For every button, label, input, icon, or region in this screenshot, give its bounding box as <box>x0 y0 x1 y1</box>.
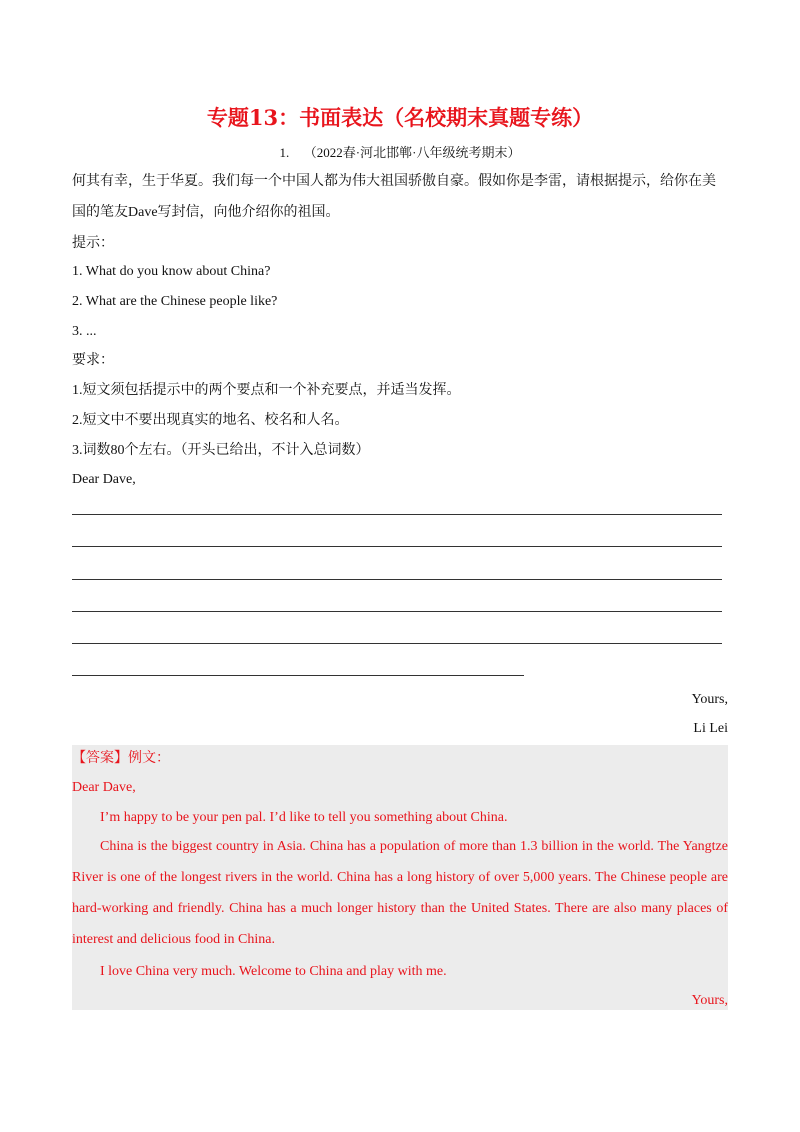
writing-line <box>72 611 722 612</box>
letter-greeting: Dear Dave, <box>72 472 136 487</box>
answer-greeting: Dear Dave, <box>72 780 136 795</box>
answer-paragraph: I’m happy to be your pen pal. I’d like to tell you something about China. <box>100 810 508 825</box>
writing-line <box>72 675 524 676</box>
question-number: 1. <box>279 145 290 160</box>
prompt-line-2: 国的笔友Dave写封信，向他介绍你的祖国。 <box>72 205 340 220</box>
answer-paragraph: I love China very much. Welcome to China and play with me. <box>100 964 447 979</box>
letter-closing: Yours, <box>691 692 728 707</box>
question-source: （2022春·河北邯郸·八年级统考期末） <box>303 145 521 160</box>
writing-line <box>72 579 722 580</box>
writing-line <box>72 546 722 547</box>
answer-paragraph: China is the biggest country in Asia. China has a population of more than 1.3 billion in the world. The Yangtze River is one of the longest rivers in the world. China has a long history of over 5,000 years. The Chinese people are hard-working and friendly. China has a much longer history than the United States. There are also many places of interest and delicious food in China. <box>72 839 728 947</box>
letter-signature: Li Lei <box>693 721 728 736</box>
requirement-item: 3.词数80个左右。（开头已给出，不计入总词数） <box>72 443 370 458</box>
prompt-line-1: 何其有幸，生于华夏。我们每一个中国人都为伟大祖国骄傲自豪。假如你是李雷，请根据提示，给你在美 <box>72 174 716 189</box>
page-title: 专题13：书面表达（名校期末真题专练） <box>206 105 594 130</box>
hint-item: 3. ... <box>72 324 97 339</box>
writing-line <box>72 643 722 644</box>
hint-item: 2. What are the Chinese people like? <box>72 294 278 309</box>
answer-closing: Yours, <box>691 993 728 1008</box>
requirement-item: 2.短文中不要出现真实的地名、校名和人名。 <box>72 413 349 428</box>
requirements-label: 要求： <box>72 353 114 368</box>
answer-label: 【答案】例文： <box>72 751 170 766</box>
hints-label: 提示： <box>72 236 114 251</box>
hint-item: 1. What do you know about China? <box>72 264 271 279</box>
writing-line <box>72 514 722 515</box>
question-header <box>0 142 800 161</box>
requirement-item: 1.短文须包括提示中的两个要点和一个补充要点，并适当发挥。 <box>72 383 461 398</box>
